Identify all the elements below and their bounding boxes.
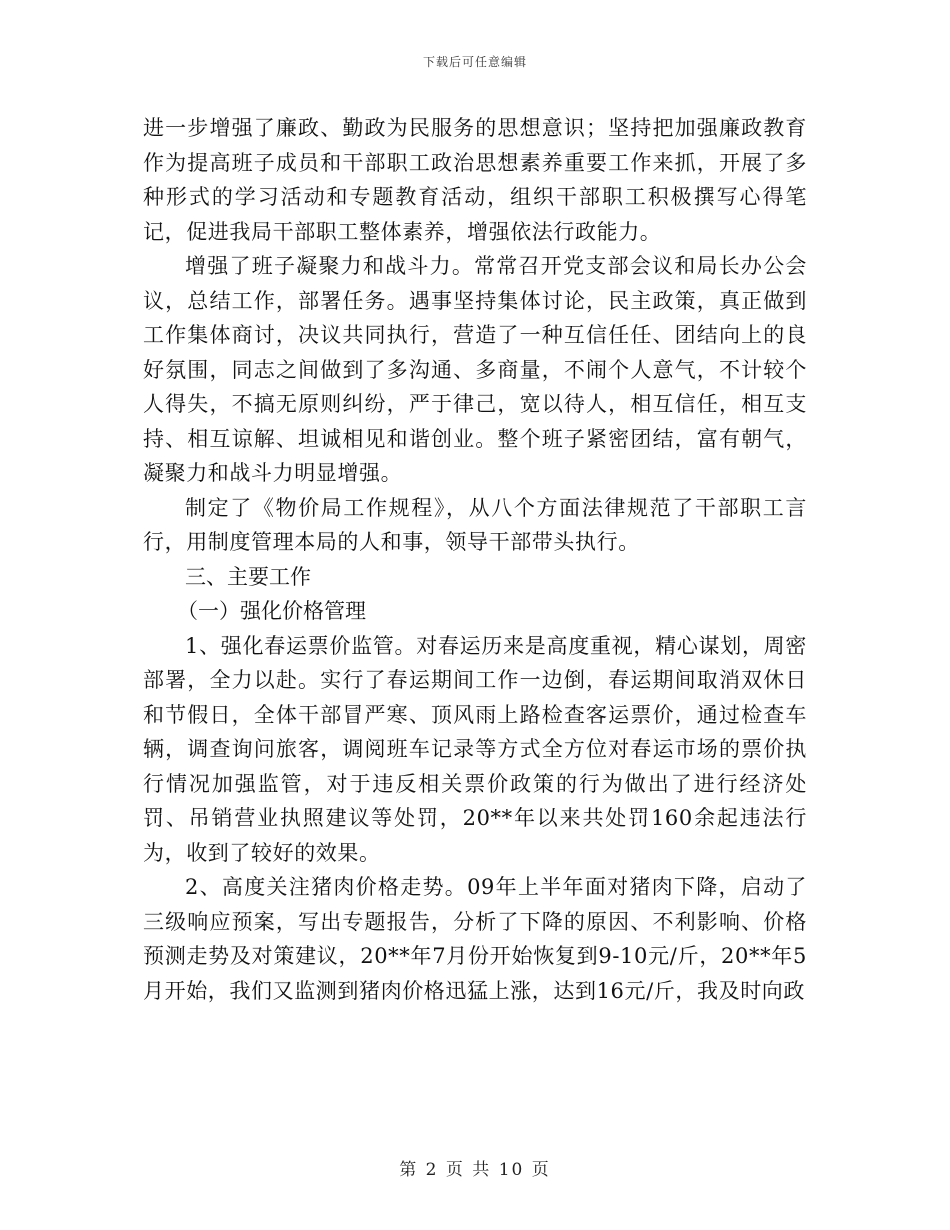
paragraph-integrity-education: 进一步增强了廉政、勤政为民服务的思想意识；坚持把加强廉政教育作为提高班子成员和干部职工政治思想素养重要工作来抓，开展了多种形式的学习活动和专题教育活动，组织干部职工积极撰写心得笔记，促进我局干部职工整体素养，增强依法行政能力。 [143,116,807,244]
header-note: 下载后可任意编辑 [422,55,527,69]
page-number-footer: 第 2 页 共 10 页 [399,1160,551,1180]
subsection-heading-price-management: （一）强化价格管理 [177,599,366,623]
paragraph-work-rules: 制定了《物价局工作规程》，从八个方面法律规范了干部职工言行，用制度管理本局的人和事，领导干部带头执行。 [143,495,807,554]
paragraph-team-cohesion: 增强了班子凝聚力和战斗力。常常召开党支部会议和局长办公会议，总结工作，部署任务。遇事坚持集体讨论，民主政策，真正做到工作集体商讨，决议共同执行，营造了一种互信任任、团结向上的良好氛围，同志之间做到了多沟通、多商量，不闹个人意气，不计较个人得失，不搞无原则纠纷，严于律己，宽以待人，相互信任，相互支持、相互谅解、坦诚相见和谐创业。整个班子紧密团结，富有朝气，凝聚力和战斗力明显增强。 [143,254,807,485]
section-heading-main-work: 三、主要工作 [185,564,311,589]
document-body [143,111,807,1008]
paragraph-spring-transport-fares: 1、强化春运票价监管。对春运历来是高度重视，精心谋划，周密部署，全力以赴。实行了春运期间工作一边倒，春运期间取消双休日和节假日，全体干部冒严寒、顶风雨上路检查客运票价，通过检查车辆，调查询问旅客，调阅班车记录等方式全方位对春运市场的票价执行情况加强监管，对于违反相关票价政策的行为做出了进行经济处罚、吊销营业执照建议等处罚，20**年以来共处罚160余起违法行为，收到了较好的效果。 [143,633,807,865]
paragraph-pork-price-trend: 2、高度关注猪肉价格走势。09年上半年面对猪肉下降，启动了三级响应预案，写出专题报告，分析了下降的原因、不利影响、价格预测走势及对策建议，20**年7月份开始恢复到9-10元/斤，20**年5月开始，我们又监测到猪肉价格迅猛上涨，达到16元/斤，我及时向政 [143,875,807,1003]
